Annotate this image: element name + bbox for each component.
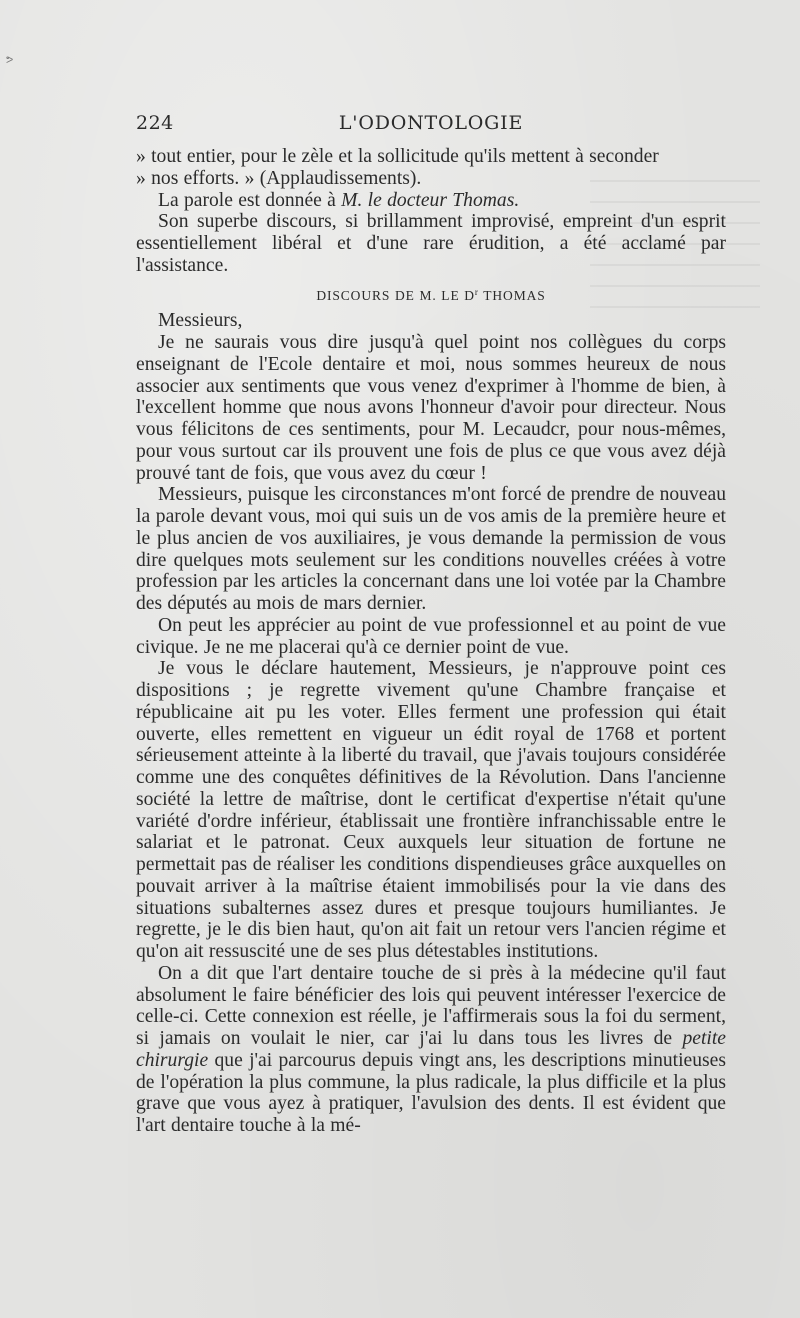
paragraph: Je ne saurais vous dire jusqu'à quel point nos collègues du corps enseignant de l'Ecole dentaire et moi, nous sommes heureux de nous associer aux sentiments que vous venez d'exprimer à l'homme de bien, à l'excellent homme que nous avons l'honneur d'avoir pour directeur. Nous vous félicitons de ces sentiments, pour M. Lecaudcr, pour nous-mêmes, pour vous surtout car ils prouvent une fois de plus ce que vous avez déjà prouvé tant de fois, que vous avez du cœur ! [136, 332, 726, 484]
paragraph: Messieurs, puisque les circonstances m'ont forcé de prendre de nouveau la parole devant vous, moi qui suis un de vos amis de la première heure et le plus ancien de vos auxiliaires, je vous demande la permission de vous dire quelques mots seulement sur les conditions nouvelles créées à votre profession par les articles la concernant dans une loi votée par la Chambre des députés au mois de mars dernier. [136, 484, 726, 614]
paragraph: Je vous le déclare hautement, Messieurs, je n'approuve point ces dispositions ; je regrette vivement qu'une Chambre française et républicaine ait pu les voter. Elles ferment une profession qui était ouverte, elles remettent en vigueur un édit royal de 1768 et portent sérieusement atteinte à la liberté du travail, que j'avais toujours considérée comme une des conquêtes définitives de la Révolution. Dans l'ancienne société la lettre de maîtrise, dont le certificat d'expertise n'était qu'une variété d'ordre inférieur, établissait une frontière infranchissable entre le salariat et le patronat. Ceux auxquels leur situation de fortune ne permettait pas de réaliser les conditions dispendieuses grâce auxquelles on pouvait arriver à la maîtrise étaient immobilisés pour la vie dans des situations subalternes assez dures et presque toujours humiliantes. Je regrette, je le dis bien haut, qu'on ait fait un retour vers l'ancien régime et qu'on ait ressuscité une de ses plus détestables institutions. [136, 658, 726, 962]
page-body [136, 146, 726, 1306]
salutation: Messieurs, [158, 310, 243, 332]
parole-text: La parole est donnée à [158, 189, 342, 211]
speech-heading [136, 285, 726, 307]
paragraph: On peut les apprécier au point de vue professionnel et au point de vue civique. Je ne me placerai qu'à ce dernier point de vue. [136, 614, 726, 658]
page-number: 224 [136, 112, 174, 134]
last-paragraph-end: que j'ai parcourus depuis vingt ans, les descriptions minutieuses de l'opération la plus commune, la plus radicale, la plus difficile et la plus grave que vous ayez à pratiquer, l'avulsion des dents. Il est évident que l'art dentaire touche à la mé- [136, 1049, 726, 1136]
parole-line [136, 190, 726, 212]
speech-heading-sup: r [474, 286, 479, 297]
stray-mark: ᕗ [6, 55, 14, 66]
speech-heading-text: DISCOURS DE M. LE D [316, 287, 475, 303]
last-paragraph-text: On a dit que l'art dentaire touche de si près à la médecine qu'il faut absolument le faire bénéficier des lois qui peuvent intéresser l'exercice de celle-ci. Cette connexion est réelle, je l'affirmerais sous la foi du serment, si jamais on voulait le nier, car j'ai lu dans tous les livres de [136, 962, 726, 1049]
quote-line-2: » nos efforts. » (Applaudissements). [136, 167, 422, 189]
speech-heading-name: THOMAS [478, 287, 546, 303]
speaker-name: M. le docteur Thomas. [341, 189, 520, 211]
quote-line-1: » tout entier, pour le zèle et la sollicitude qu'ils mettent à seconder [136, 146, 659, 167]
last-paragraph [136, 963, 726, 1137]
page-header [136, 112, 726, 138]
running-head: L'ODONTOLOGIE [338, 112, 524, 134]
discours-paragraph: Son superbe discours, si brillamment improvisé, empreint d'un esprit essentiellement libéral et d'une rare érudition, a été acclamé par l'assistance. [136, 211, 726, 276]
italic-term: petite chirurgie [136, 1028, 726, 1071]
